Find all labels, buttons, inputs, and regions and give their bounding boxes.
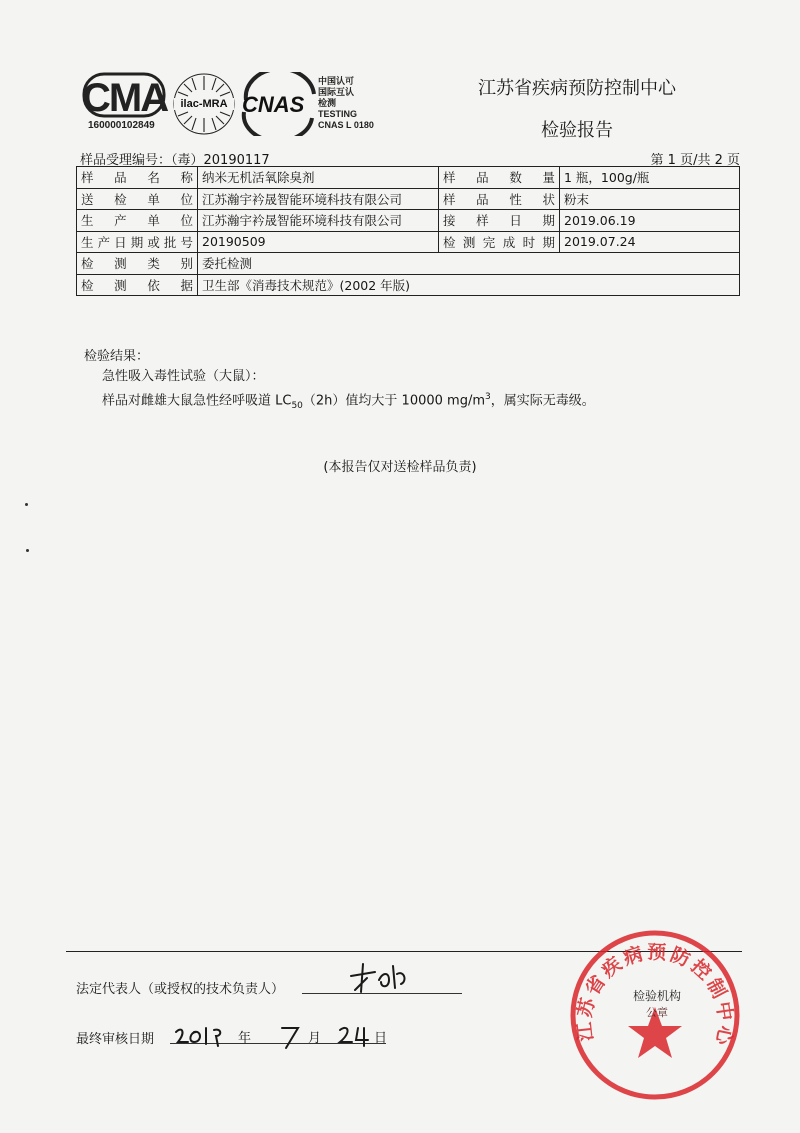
quantity-label: 样品数量	[439, 167, 560, 189]
test-basis-label: 检测依据	[77, 274, 198, 296]
table-row	[77, 274, 740, 296]
cma-logo-text: CMA	[82, 76, 168, 120]
unit-superscript: 3	[485, 392, 491, 402]
sample-name-label: 样品名称	[77, 167, 198, 189]
handwritten-day	[336, 1022, 376, 1050]
sample-info-table	[76, 166, 740, 296]
table-row	[77, 231, 740, 253]
test-conclusion	[84, 387, 595, 416]
completed-date-label: 检测完成时期	[439, 231, 560, 253]
completed-date-value: 2019.07.24	[560, 231, 740, 253]
organization-name: 江苏省疾病预防控制中心	[478, 78, 676, 99]
final-review-date-label: 最终审核日期	[76, 1032, 155, 1047]
sender-value: 江苏瀚宇衿晟智能环境科技有限公司	[198, 188, 439, 210]
cnas-cn-line-1: 中国认可	[318, 76, 355, 86]
cnas-logo	[238, 72, 320, 136]
lc-subscript: 50	[291, 400, 303, 411]
cnas-cn-line-2: 国际互认	[318, 87, 355, 97]
received-date-label: 接样日期	[439, 210, 560, 232]
received-date-value: 2019.06.19	[560, 210, 740, 232]
cnas-cn-line-3: 检测	[318, 98, 337, 108]
cnas-accreditation-text	[318, 76, 388, 131]
seal-center-text: 检验机构	[632, 989, 681, 1003]
cnas-en-line-1: TESTING	[318, 109, 358, 119]
handwritten-year	[172, 1022, 242, 1050]
property-value: 粉末	[560, 188, 740, 210]
table-row	[77, 253, 740, 275]
table-row	[77, 188, 740, 210]
scan-speck	[25, 503, 28, 506]
legal-rep-label: 法定代表人（或授权的技术负责人）	[76, 982, 285, 997]
producer-label: 生产单位	[77, 210, 198, 232]
producer-value: 江苏瀚宇衿晟智能环境科技有限公司	[198, 210, 439, 232]
table-row	[77, 167, 740, 189]
cma-number: 160000102849	[88, 120, 155, 131]
sender-label: 送检单位	[77, 188, 198, 210]
batch-label: 生产日期或批号	[77, 231, 198, 253]
property-label: 样品性状	[439, 188, 560, 210]
year-char: 年	[238, 1031, 252, 1046]
test-type-value: 委托检测	[198, 253, 740, 275]
cnas-logo-text: CNAS	[242, 92, 305, 117]
batch-value: 20190509	[198, 231, 439, 253]
test-type-label: 检测类别	[77, 253, 198, 275]
page-info: 第 1 页/共 2 页	[650, 153, 740, 168]
signature-handwriting	[345, 958, 415, 998]
conclusion-part-3: ，属实际无毒级。	[490, 393, 595, 409]
sample-name-value: 纳米无机活氧除臭剂	[198, 167, 439, 189]
table-row	[77, 210, 740, 232]
ilac-logo-text: ilac-MRA	[174, 98, 234, 110]
handwritten-month	[276, 1022, 306, 1052]
receipt-number: 样品受理编号：（毒）20190117	[80, 153, 270, 168]
ilac-mra-logo	[172, 72, 236, 136]
seal-sub-text: 公章	[646, 1006, 668, 1019]
seal-ring-text: 江苏省疾病预防控制中心	[573, 941, 737, 1050]
cma-logo	[82, 70, 166, 138]
quantity-value: 1 瓶，100g/瓶	[560, 167, 740, 189]
day-char: 日	[374, 1031, 388, 1046]
cnas-en-line-2: CNAS L 0180	[318, 120, 374, 130]
conclusion-part-1: 样品对雌雄大鼠急性经呼吸道 LC	[102, 393, 292, 409]
report-title: 检验报告	[541, 120, 613, 141]
conclusion-part-2: （2h）值均大于 10000 mg/m	[302, 393, 485, 409]
scan-speck	[26, 549, 29, 552]
test-basis-value: 卫生部《消毒技术规范》(2002 年版)	[198, 274, 740, 296]
test-name: 急性吸入毒性试验（大鼠）：	[102, 369, 265, 384]
month-char: 月	[308, 1031, 322, 1046]
results-heading: 检验结果：	[84, 349, 150, 364]
disclaimer: (本报告仅对送检样品负责)	[323, 460, 477, 475]
test-results	[84, 347, 595, 416]
